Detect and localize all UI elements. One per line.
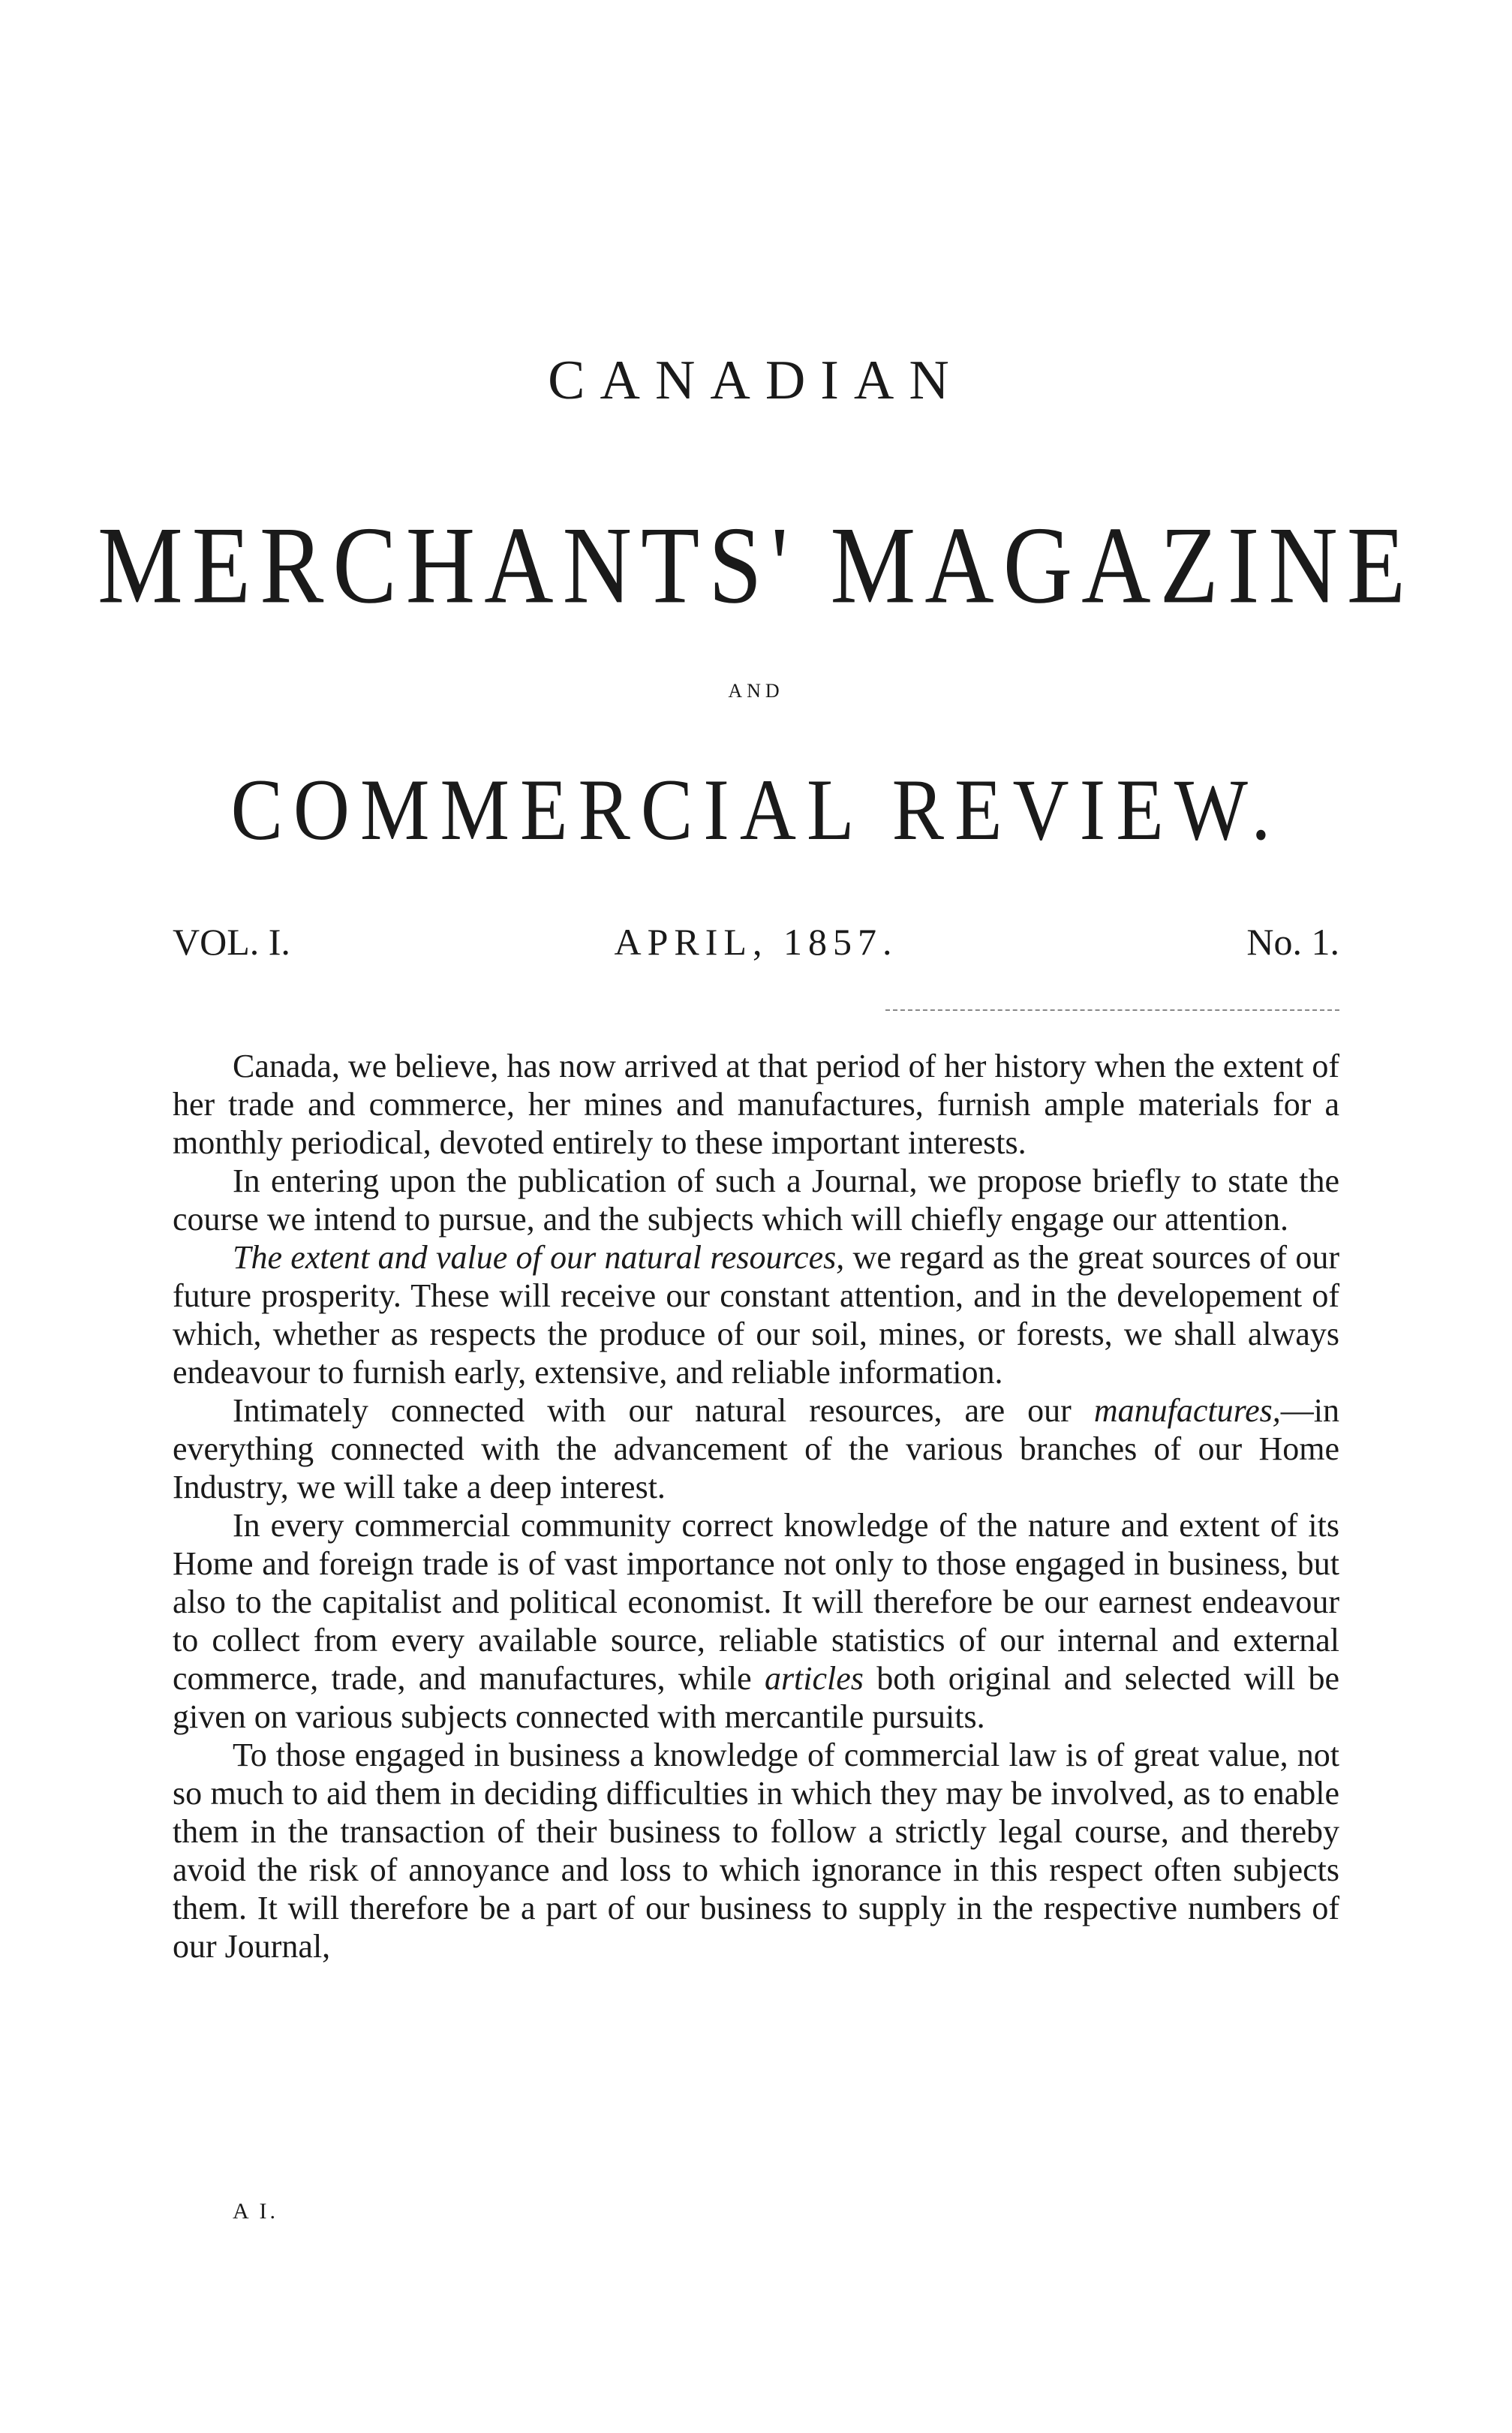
paragraph-4-start: Intimately connected with our natural resources, are our: [233, 1392, 1094, 1429]
masthead-subtitle: COMMERCIAL REVIEW.: [230, 762, 1282, 859]
paragraph-3-italic: The extent and value of our natural resources,: [233, 1239, 845, 1276]
paragraph-3-text: we regard as the great sources of our future prosperity. These will receive our constant attention, and in the developement of which, whether as respects the produce of our soil, mines, or forests, we shall always endeavour to furnish early, extensive, and reliable information.: [173, 1239, 1339, 1391]
issue-number: No. 1.: [1246, 921, 1339, 963]
paragraph-4: [173, 1391, 1339, 1506]
masthead-canadian: CANADIAN: [548, 350, 964, 411]
paragraph-5-text: both original and selected will be given on various subjects connected with mercantile pursuits.: [173, 1660, 1339, 1735]
paragraph-4-text: —in everything connected with the advancement of the various branches of our Home Industry, we will take a deep interest.: [173, 1392, 1339, 1505]
dashed-rule: [885, 1009, 1339, 1011]
signature-mark: A I.: [233, 2199, 278, 2224]
paragraph-3: [173, 1238, 1339, 1391]
paragraph-1: Canada, we believe, has now arrived at that period of her history when the extent of her trade and commerce, her mines and manufactures, furnish ample materials for a monthly periodical, devoted entirely to these important interests.: [173, 1048, 1339, 1161]
paragraph-2: In entering upon the publication of such a Journal, we propose briefly to state the course we intend to pursue, and the subjects which will chiefly engage our attention.: [173, 1162, 1339, 1238]
masthead-title: MERCHANTS' MAGAZINE: [97, 504, 1415, 627]
volume-label: VOL. I.: [173, 921, 290, 963]
paragraph-5-italic: articles: [764, 1660, 864, 1697]
masthead-and: AND: [728, 680, 784, 702]
paragraph-4-italic: manufactures,: [1093, 1392, 1281, 1429]
issue-date: APRIL, 1857.: [614, 921, 898, 963]
paragraph-5-start: In every commercial community correct knowledge of the nature and extent of its Home and foreign trade is of vast importance not only to those engaged in business, but also to the capitalist and political economist. It will therefore be our earnest endeavour to collect from every available source, reliable statistics of our internal and external commerce, trade, and manufactures, while: [173, 1507, 1339, 1697]
article-body: [173, 1047, 1339, 1965]
paragraph-5: [173, 1506, 1339, 1736]
paragraph-6: To those engaged in business a knowledge of commercial law is of great value, not so much to aid them in deciding difficulties in which they may be involved, as to enable them in the transaction of their business to follow a strictly legal course, and thereby avoid the risk of annoyance and loss to which ignorance in this respect often subjects them. It will therefore be a part of our business to supply in the respective numbers of our Journal,: [173, 1737, 1339, 1965]
issue-info-row: [173, 920, 1339, 973]
